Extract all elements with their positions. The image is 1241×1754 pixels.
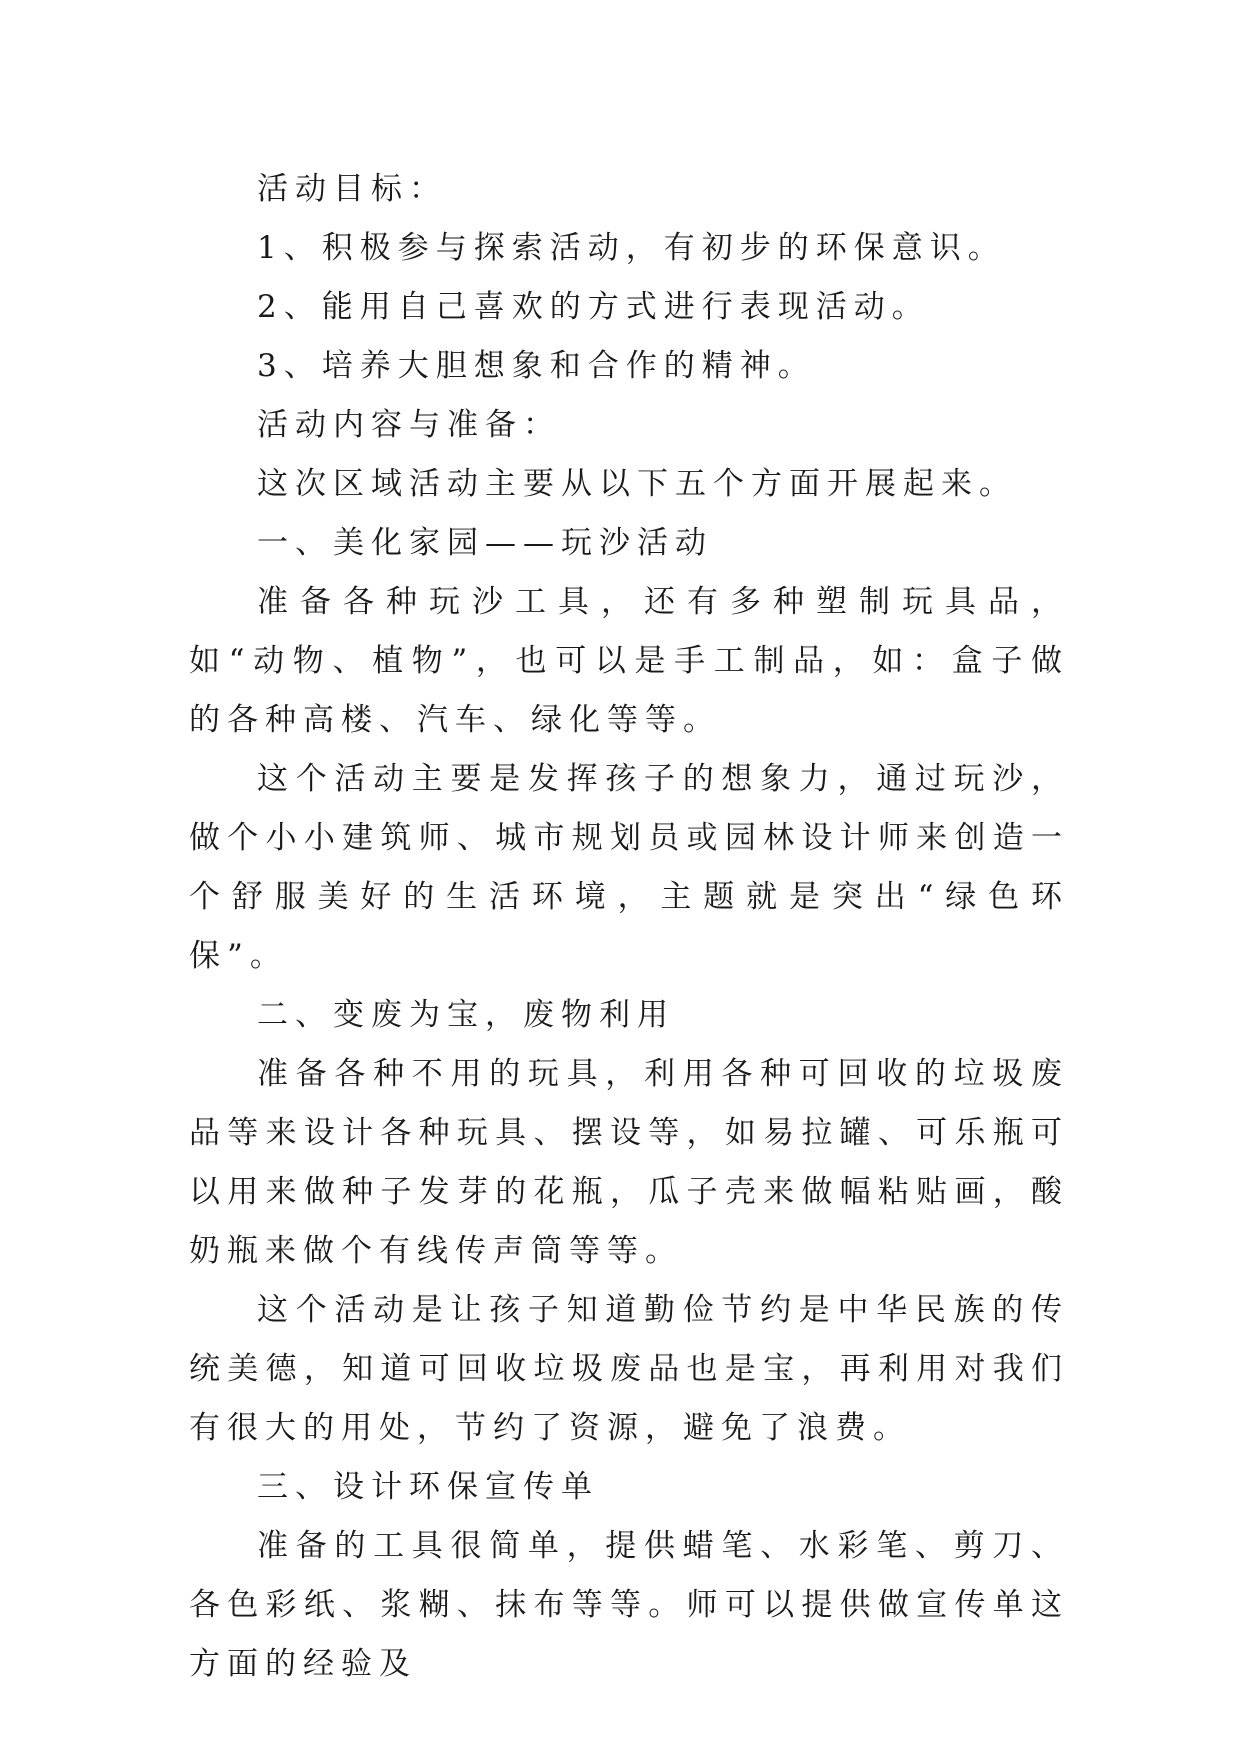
intro-paragraph: 这次区域活动主要从以下五个方面开展起来。: [257, 466, 1017, 502]
subheading-recycling: 二、变废为宝，废物利用: [257, 997, 675, 1033]
paragraph-sand-purpose: 这个活动主要是发挥孩子的想象力，通过玩沙，做个小小建筑师、城市规划员或园林设计师来创造一个舒服美好的生活环境，主题就是突出“绿色环保”。: [189, 761, 1069, 974]
goal-item-1: 1、积极参与探索活动，有初步的环保意识。: [257, 230, 1006, 266]
subheading-sand-play: 一、美化家园——玩沙活动: [257, 525, 713, 561]
section-heading-goals: 活动目标：: [257, 171, 447, 207]
paragraph-flyer-materials: 准备的工具很简单，提供蜡笔、水彩笔、剪刀、各色彩纸、浆糊、抹布等等。师可以提供做宣传单这方面的经验及: [189, 1528, 1069, 1682]
document-body: [189, 160, 1069, 1694]
goal-item-2: 2、能用自己喜欢的方式进行表现活动。: [257, 289, 930, 325]
paragraph-recycling-materials: 准备各种不用的玩具，利用各种可回收的垃圾废品等来设计各种玩具、摆设等，如易拉罐、可乐瓶可以用来做种子发芽的花瓶，瓜子壳来做幅粘贴画，酸奶瓶来做个有线传声筒等等。: [189, 1056, 1069, 1269]
subheading-flyer-design: 三、设计环保宣传单: [257, 1469, 599, 1505]
paragraph-recycling-purpose: 这个活动是让孩子知道勤俭节约是中华民族的传统美德，知道可回收垃圾废品也是宝，再利用对我们有很大的用处，节约了资源，避免了浪费。: [189, 1292, 1069, 1446]
section-heading-content: 活动内容与准备：: [257, 407, 561, 443]
goal-item-3: 3、培养大胆想象和合作的精神。: [257, 348, 816, 384]
paragraph-sand-materials: 准备各种玩沙工具，还有多种塑制玩具品，如“动物、植物”，也可以是手工制品，如：盒子做的各种高楼、汽车、绿化等等。: [189, 584, 1069, 738]
